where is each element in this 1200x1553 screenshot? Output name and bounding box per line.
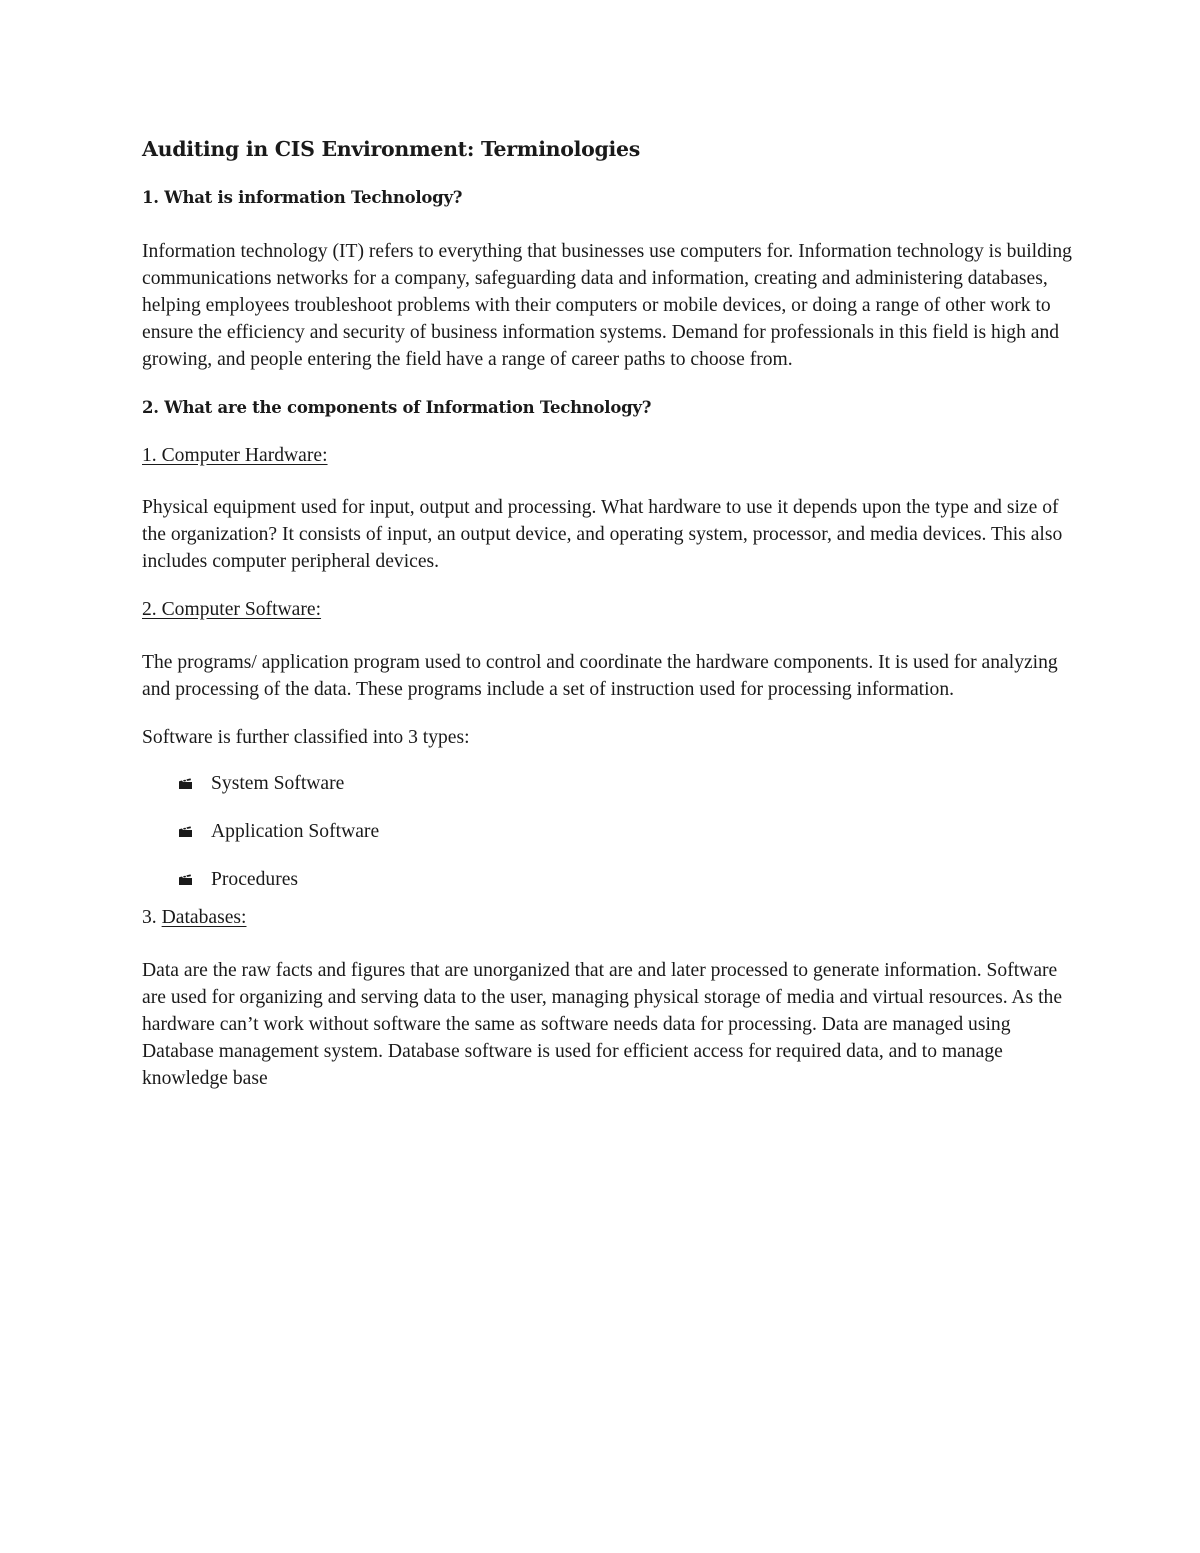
software-label: 2. Computer Software: xyxy=(142,599,322,620)
question-2-heading: 2. What are the components of Information Technology? xyxy=(142,398,652,417)
hardware-heading xyxy=(142,442,1072,469)
hardware-label: 1. Computer Hardware: xyxy=(142,445,328,466)
clapperboard-icon xyxy=(178,826,194,838)
software-types-list xyxy=(142,760,1072,904)
document-page xyxy=(142,132,1072,1092)
databases-number: 3. xyxy=(142,907,157,928)
clapperboard-icon xyxy=(178,874,194,886)
software-heading xyxy=(142,596,1072,623)
question-1-heading: 1. What is information Technology? xyxy=(142,188,463,207)
hardware-body: Physical equipment used for input, output and processing. What hardware to use it depends upon the type and size of the organization? It consists of input, an output device, and operating system, processor, and media devices. This also includes computer peripheral devices. xyxy=(142,497,1063,572)
databases-body: Data are the raw facts and figures that are unorganized that are and later processed to generate information. Software are used for organizing and serving data to the user, managing physical storage of media and virtual resources. As the hardware can’t work without software the same as software needs data for processing. Data are managed using Database management system. Database software is used for efficient access for required data, and to manage knowledge base xyxy=(142,960,1063,1089)
software-type-label: Application Software xyxy=(211,821,380,842)
clapperboard-icon xyxy=(178,778,194,790)
software-body: The programs/ application program used to control and coordinate the hardware components. It is used for analyzing and processing of the data. These programs include a set of instruction used for processing information. xyxy=(142,652,1058,700)
list-item xyxy=(142,760,1072,808)
question-1-body: Information technology (IT) refers to everything that businesses use computers for. Information technology is building communications networks for a company, safeguarding data and information, creating and administering databases, helping employees troubleshoot problems with their computers or mobile devices, or doing a range of other work to ensure the efficiency and security of business information systems. Demand for professionals in this field is high and growing, and people entering the field have a range of career paths to choose from. xyxy=(142,241,1072,370)
software-type-label: System Software xyxy=(211,773,345,794)
databases-label: Databases: xyxy=(161,907,247,928)
document-title: Auditing in CIS Environment: Terminologies xyxy=(142,137,641,161)
list-item xyxy=(142,856,1072,904)
list-item xyxy=(142,808,1072,856)
software-type-label: Procedures xyxy=(211,869,299,890)
databases-heading xyxy=(142,904,1072,931)
software-classification-text: Software is further classified into 3 types: xyxy=(142,727,470,748)
